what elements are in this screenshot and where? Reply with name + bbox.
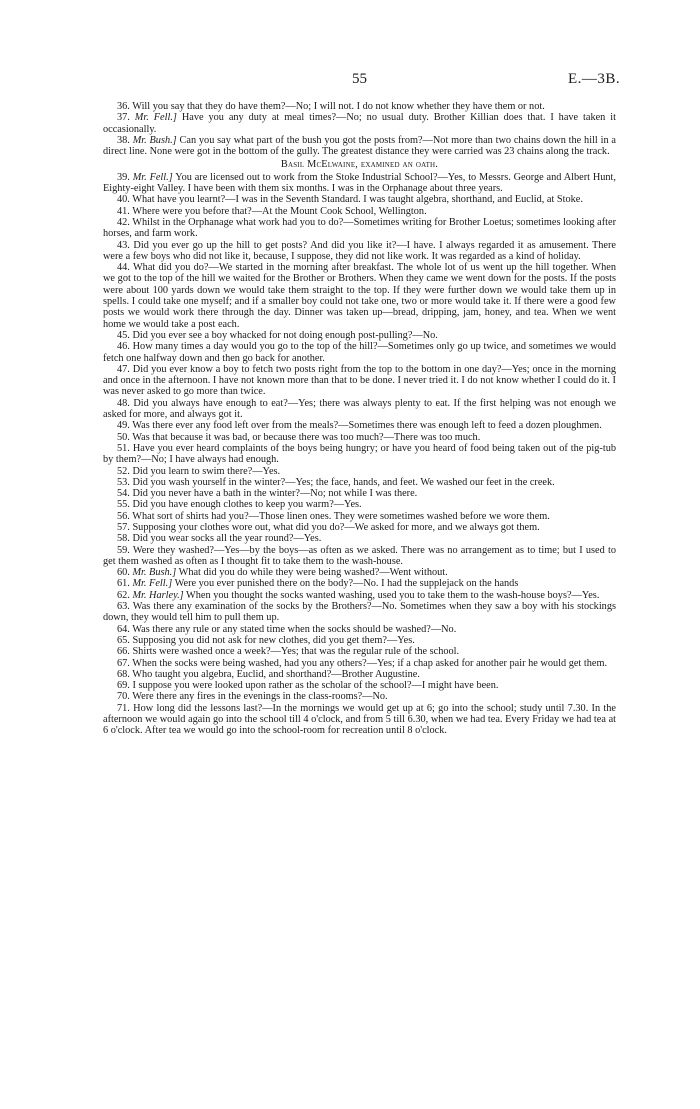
testimony-paragraph [103,658,616,669]
testimony-paragraph [103,522,616,533]
question-number: 64. [117,623,130,635]
question-number: 51. [117,442,130,454]
question-answer-text: Supposing your clothes wore out, what did you do?—We asked for more, and we always got them. [132,521,540,533]
testimony-paragraph [103,217,616,240]
question-number: 68. [117,668,130,680]
page-number: 55 [352,71,367,87]
question-answer-text: What did you do?—We started in the morning after breakfast. The whole lot of us went up the hill together. When we got to the top of the hill we waited for the Brother or Brothers. When they came we went down for the posts. If the posts were about 100 yards down we would take them straight to the top. If they were further down we would take them up in spells. I could take one myself; and if a smaller boy could not take one, two or more would take it. If there were a good few posts we would work there through the day. Dinner was taken up—bread, dripping, jam, honey, and tea. When we went home we would take a post each. [103,262,617,330]
question-answer-text: Did you ever know a boy to fetch two posts right from the top to the bottom in one day?—Yes; once in the morning and once in the afternoon. I have not known more than that to be done. I never tried it. I do not know whether I could do it. I was never asked to go more than twice. [103,363,616,398]
question-number: 42. [117,216,130,228]
speaker-name: Mr. Fell.] [132,578,173,590]
question-answer-text: Did you wear socks all the year round?—Yes. [132,533,322,545]
question-answer-text: Was that because it was bad, or because there was too much?—There was too much. [132,431,481,443]
testimony-paragraph [103,135,616,158]
question-answer-text: Was there ever any food left over from the meals?—Sometimes there was enough left to feed a dozen ploughmen. [132,420,602,432]
testimony-paragraph [103,101,616,112]
question-answer-text: I suppose you were looked upon rather as the scholar of the school?—I might have been. [132,680,499,692]
testimony-paragraph [103,567,616,578]
document-reference: E.—3B. [568,71,621,87]
question-number: 47. [117,363,130,375]
speaker-name: Mr. Bush.] [132,134,177,146]
question-answer-text: Did you learn to swim there?—Yes. [132,465,281,477]
question-number: 37. [117,112,130,124]
testimony-paragraph [103,533,616,544]
question-answer-text: Were you ever punished there on the body?—No. I had the supplejack on the hands [174,578,519,590]
testimony-body [103,101,616,737]
speaker-name: Mr. Harley.] [132,589,184,601]
testimony-paragraph [103,443,616,466]
question-number: 45. [117,329,130,341]
question-answer-text: Will you say that they do have them?—No; I will not. I do not know whether they have them or not. [132,101,545,112]
question-number: 52. [117,465,130,477]
question-number: 39. [117,171,130,183]
question-number: 38. [117,134,130,146]
question-number: 48. [117,397,130,409]
testimony-paragraph [103,420,616,431]
question-answer-text: Supposing you did not ask for new clothes, did you get them?—Yes. [132,634,415,646]
testimony-paragraph [103,477,616,488]
question-number: 63. [117,601,130,613]
question-number: 46. [117,341,130,353]
question-answer-text: What did you do while they were being washed?—Went without. [178,567,448,579]
question-answer-text: Was there any examination of the socks by the Brothers?—No. Sometimes when they saw a boy with his stockings down, they would tell him to pull them up. [103,601,616,624]
testimony-paragraph [103,624,616,635]
question-answer-text: When you thought the socks wanted washing, used you to take them to the wash-house boys?—Yes. [186,589,600,601]
question-number: 71. [117,702,130,714]
question-number: 67. [117,657,130,669]
question-answer-text: Did you ever go up the hill to get posts? And did you like it?—I have. I always regarded it as amusement. There were a few boys who did not like it, because, I suppose, they did not like work. It was regarded as a kind of holiday. [103,239,616,262]
testimony-paragraph [103,635,616,646]
question-answer-text: What sort of shirts had you?—Those linen ones. They were sometimes washed before we wore them. [132,510,550,522]
question-answer-text: What have you learnt?—I was in the Seventh Standard. I was taught algebra, shorthand, and Euclid, at Stoke. [132,194,583,206]
testimony-paragraph [103,112,616,135]
testimony-paragraph [103,194,616,205]
testimony-paragraph [103,432,616,443]
question-answer-text: Did you never have a bath in the winter?—No; not while I was there. [132,488,418,500]
question-answer-text: Have you any duty at meal times?—No; no usual duty. Brother Killian does that. I have taken it occasionally. [103,112,616,135]
testimony-paragraph [103,511,616,522]
question-answer-text: Was there any rule or any stated time when the socks should be washed?—No. [132,623,457,635]
question-number: 41. [117,205,130,217]
question-number: 58. [117,533,130,545]
question-number: 54. [117,488,130,500]
speaker-name: Mr. Fell.] [132,171,173,183]
question-number: 36. [117,101,130,112]
question-number: 61. [117,578,130,590]
testimony-paragraph [103,398,616,421]
question-answer-text: When the socks were being washed, had you any others?—Yes; if a chap asked for another pair he would get them. [132,657,608,669]
question-answer-text: Did you wash yourself in the winter?—Yes; the face, hands, and feet. We washed our feet in the creek. [132,476,555,488]
question-answer-text: Shirts were washed once a week?—Yes; that was the regular rule of the school. [132,646,460,658]
speaker-name: Mr. Bush.] [132,567,177,579]
question-number: 43. [117,239,130,251]
testimony-paragraph [103,488,616,499]
question-number: 70. [117,691,130,703]
question-number: 69. [117,680,130,692]
question-answer-text: How many times a day would you go to the top of the hill?—Sometimes only go up twice, and sometimes we would fetch one halfway down and then go back for another. [103,341,616,364]
question-number: 60. [117,567,130,579]
question-answer-text: Who taught you algebra, Euclid, and shorthand?—Brother Augustine. [132,668,420,680]
speaker-name: Mr. Fell.] [134,112,177,124]
testimony-paragraph [103,364,616,398]
question-number: 49. [117,420,130,432]
testimony-paragraph [103,601,616,624]
testimony-paragraph [103,330,616,341]
testimony-paragraph [103,206,616,217]
question-number: 44. [117,262,130,274]
question-number: 55. [117,499,130,511]
question-answer-text: You are licensed out to work from the Stoke Industrial School?—Yes, to Messrs. George and Albert Hunt, Eighty-eight Valley. I have been with them six months. I was in the Orphanage about three years. [103,171,616,195]
question-answer-text: How long did the lessons last?—In the mornings we would get up at 6; go into the school; study until 7.30. In the afternoon we would again go into the school till 4 o'clock, and from 5 till 6.30, when we had tea. Every Friday we had tea at 6 o'clock. After tea we would go into the school-room for recreation until 8 o'clock. [103,702,616,737]
question-answer-text: Where were you before that?—At the Mount Cook School, Wellington. [132,205,427,217]
testimony-paragraph [103,646,616,657]
question-answer-text: Whilst in the Orphanage what work had you to do?—Sometimes writing for Brother Loetus; sometimes looking after horses, and farm work. [103,216,616,240]
question-number: 65. [117,634,130,646]
testimony-paragraph [103,545,616,568]
question-answer-text: Did you always have enough to eat?—Yes; there was always plenty to eat. If the first helping was not enough we asked for more, and always got it. [103,397,616,421]
page-header [0,71,700,91]
testimony-paragraph [103,240,616,263]
testimony-paragraph [103,499,616,510]
question-number: 40. [117,194,130,206]
question-answer-text: Have you ever heard complaints of the boys being hungry; or have you heard of food being taken out of the pig-tub by them?—No; I have always had enough. [103,442,617,466]
question-number: 56. [117,510,130,522]
testimony-paragraph [103,262,616,330]
testimony-paragraph [103,703,616,737]
testimony-paragraph [103,669,616,680]
question-answer-text: Were there any fires in the evenings in the class-rooms?—No. [132,691,388,703]
question-answer-text: Did you have enough clothes to keep you warm?—Yes. [132,499,362,511]
testimony-paragraph [103,578,616,589]
testimony-paragraph [103,172,616,195]
witness-heading: Basil McElwaine, examined an oath. [280,159,439,171]
testimony-paragraph [103,466,616,477]
testimony-paragraph [103,691,616,702]
testimony-paragraph [103,341,616,364]
question-number: 53. [117,476,130,488]
question-number: 57. [117,521,130,533]
question-answer-text: Can you say what part of the bush you got the posts from?—Not more than two chains down the hill in a direct line. None were got in the bottom of the gully. The greatest distance they were carried was 23 chains along the track. [103,134,616,158]
testimony-paragraph [103,590,616,601]
question-number: 66. [117,646,130,658]
question-number: 62. [117,589,130,601]
testimony-paragraph [103,680,616,691]
question-number: 59. [117,544,130,556]
question-answer-text: Did you ever see a boy whacked for not doing enough post-pulling?—No. [132,329,438,341]
question-number: 50. [117,431,130,443]
question-answer-text: Were they washed?—Yes—by the boys—as often as we asked. There was no arrangement as to time; but I used to get them washed as often as I thought fit to take them to the wash-house. [103,544,616,567]
